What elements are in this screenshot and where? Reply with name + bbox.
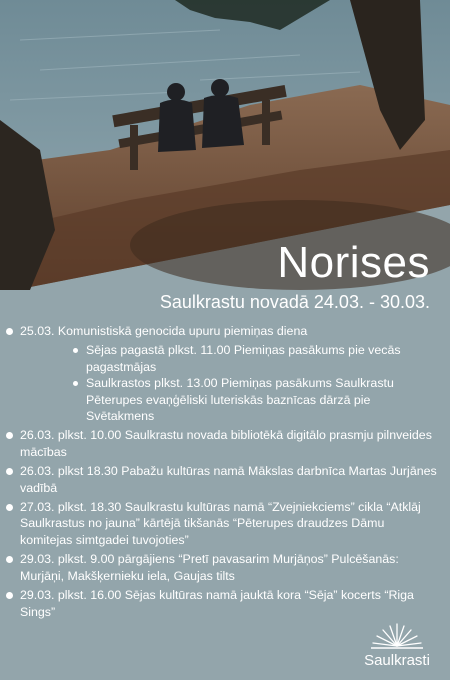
event-subtext: Sējas pagastā plkst. 11.00 Piemiņas pasākums pie vecās pagastmājas xyxy=(86,343,401,374)
event-subitem xyxy=(0,375,440,424)
sun-rays-icon xyxy=(369,622,425,650)
event-item xyxy=(0,551,440,584)
bullet-icon xyxy=(6,432,13,439)
event-text: 26.03. plkst. 10.00 Saulkrastu novada bibliotēkā digitālo prasmju pilnveides mācības xyxy=(20,428,432,459)
saulkrasti-logo xyxy=(355,622,439,670)
bullet-icon xyxy=(6,592,13,599)
event-subtext: Saulkrastos plkst. 13.00 Piemiņas pasākums Saulkrastu Pēterupes evaņģēliski luteriskās baznīcas dārzā pie Svētakmens xyxy=(86,376,394,424)
event-subitem xyxy=(0,342,440,375)
bullet-icon xyxy=(6,504,13,511)
poster-title: Norises xyxy=(277,238,430,287)
logo-text: Saulkrasti xyxy=(364,652,430,669)
event-item xyxy=(0,499,440,548)
bullet-icon xyxy=(6,468,13,475)
event-text: 26.03. plkst 18.30 Pabažu kultūras namā Mākslas darbnīca Martas Jurjānes vadībā xyxy=(20,464,437,495)
bullet-icon xyxy=(73,348,78,353)
event-item xyxy=(0,463,440,496)
event-text: 27.03. plkst. 18.30 Saulkrastu kultūras namā “Zvejniekciems” cikla “Atklāj Saulkrastus no jauna” kārtējā tikšanās “Pēterupes draudzes Dāmu komitejas simtgadei tuvojoties” xyxy=(20,500,421,547)
event-text: 29.03. plkst. 9.00 pārgājiens “Pretī pavasarim Murjāņos” Pulcēšanās: Murjāņi, Makšķernieku iela, Gaujas tilts xyxy=(20,552,399,583)
event-item xyxy=(0,587,440,620)
bullet-icon xyxy=(6,556,13,563)
event-text: 25.03. Komunistiskā genocida upuru piemiņas diena xyxy=(20,324,308,338)
poster-subtitle: Saulkrastu novadā 24.03. - 30.03. xyxy=(159,292,430,312)
event-text: 29.03. plkst. 16.00 Sējas kultūras namā jauktā kora “Sēja” kocerts “Riga Sings” xyxy=(20,588,414,619)
bullet-icon xyxy=(6,328,13,335)
event-item xyxy=(0,323,440,339)
event-item xyxy=(0,427,440,460)
event-list xyxy=(0,323,440,623)
bullet-icon xyxy=(73,381,78,386)
